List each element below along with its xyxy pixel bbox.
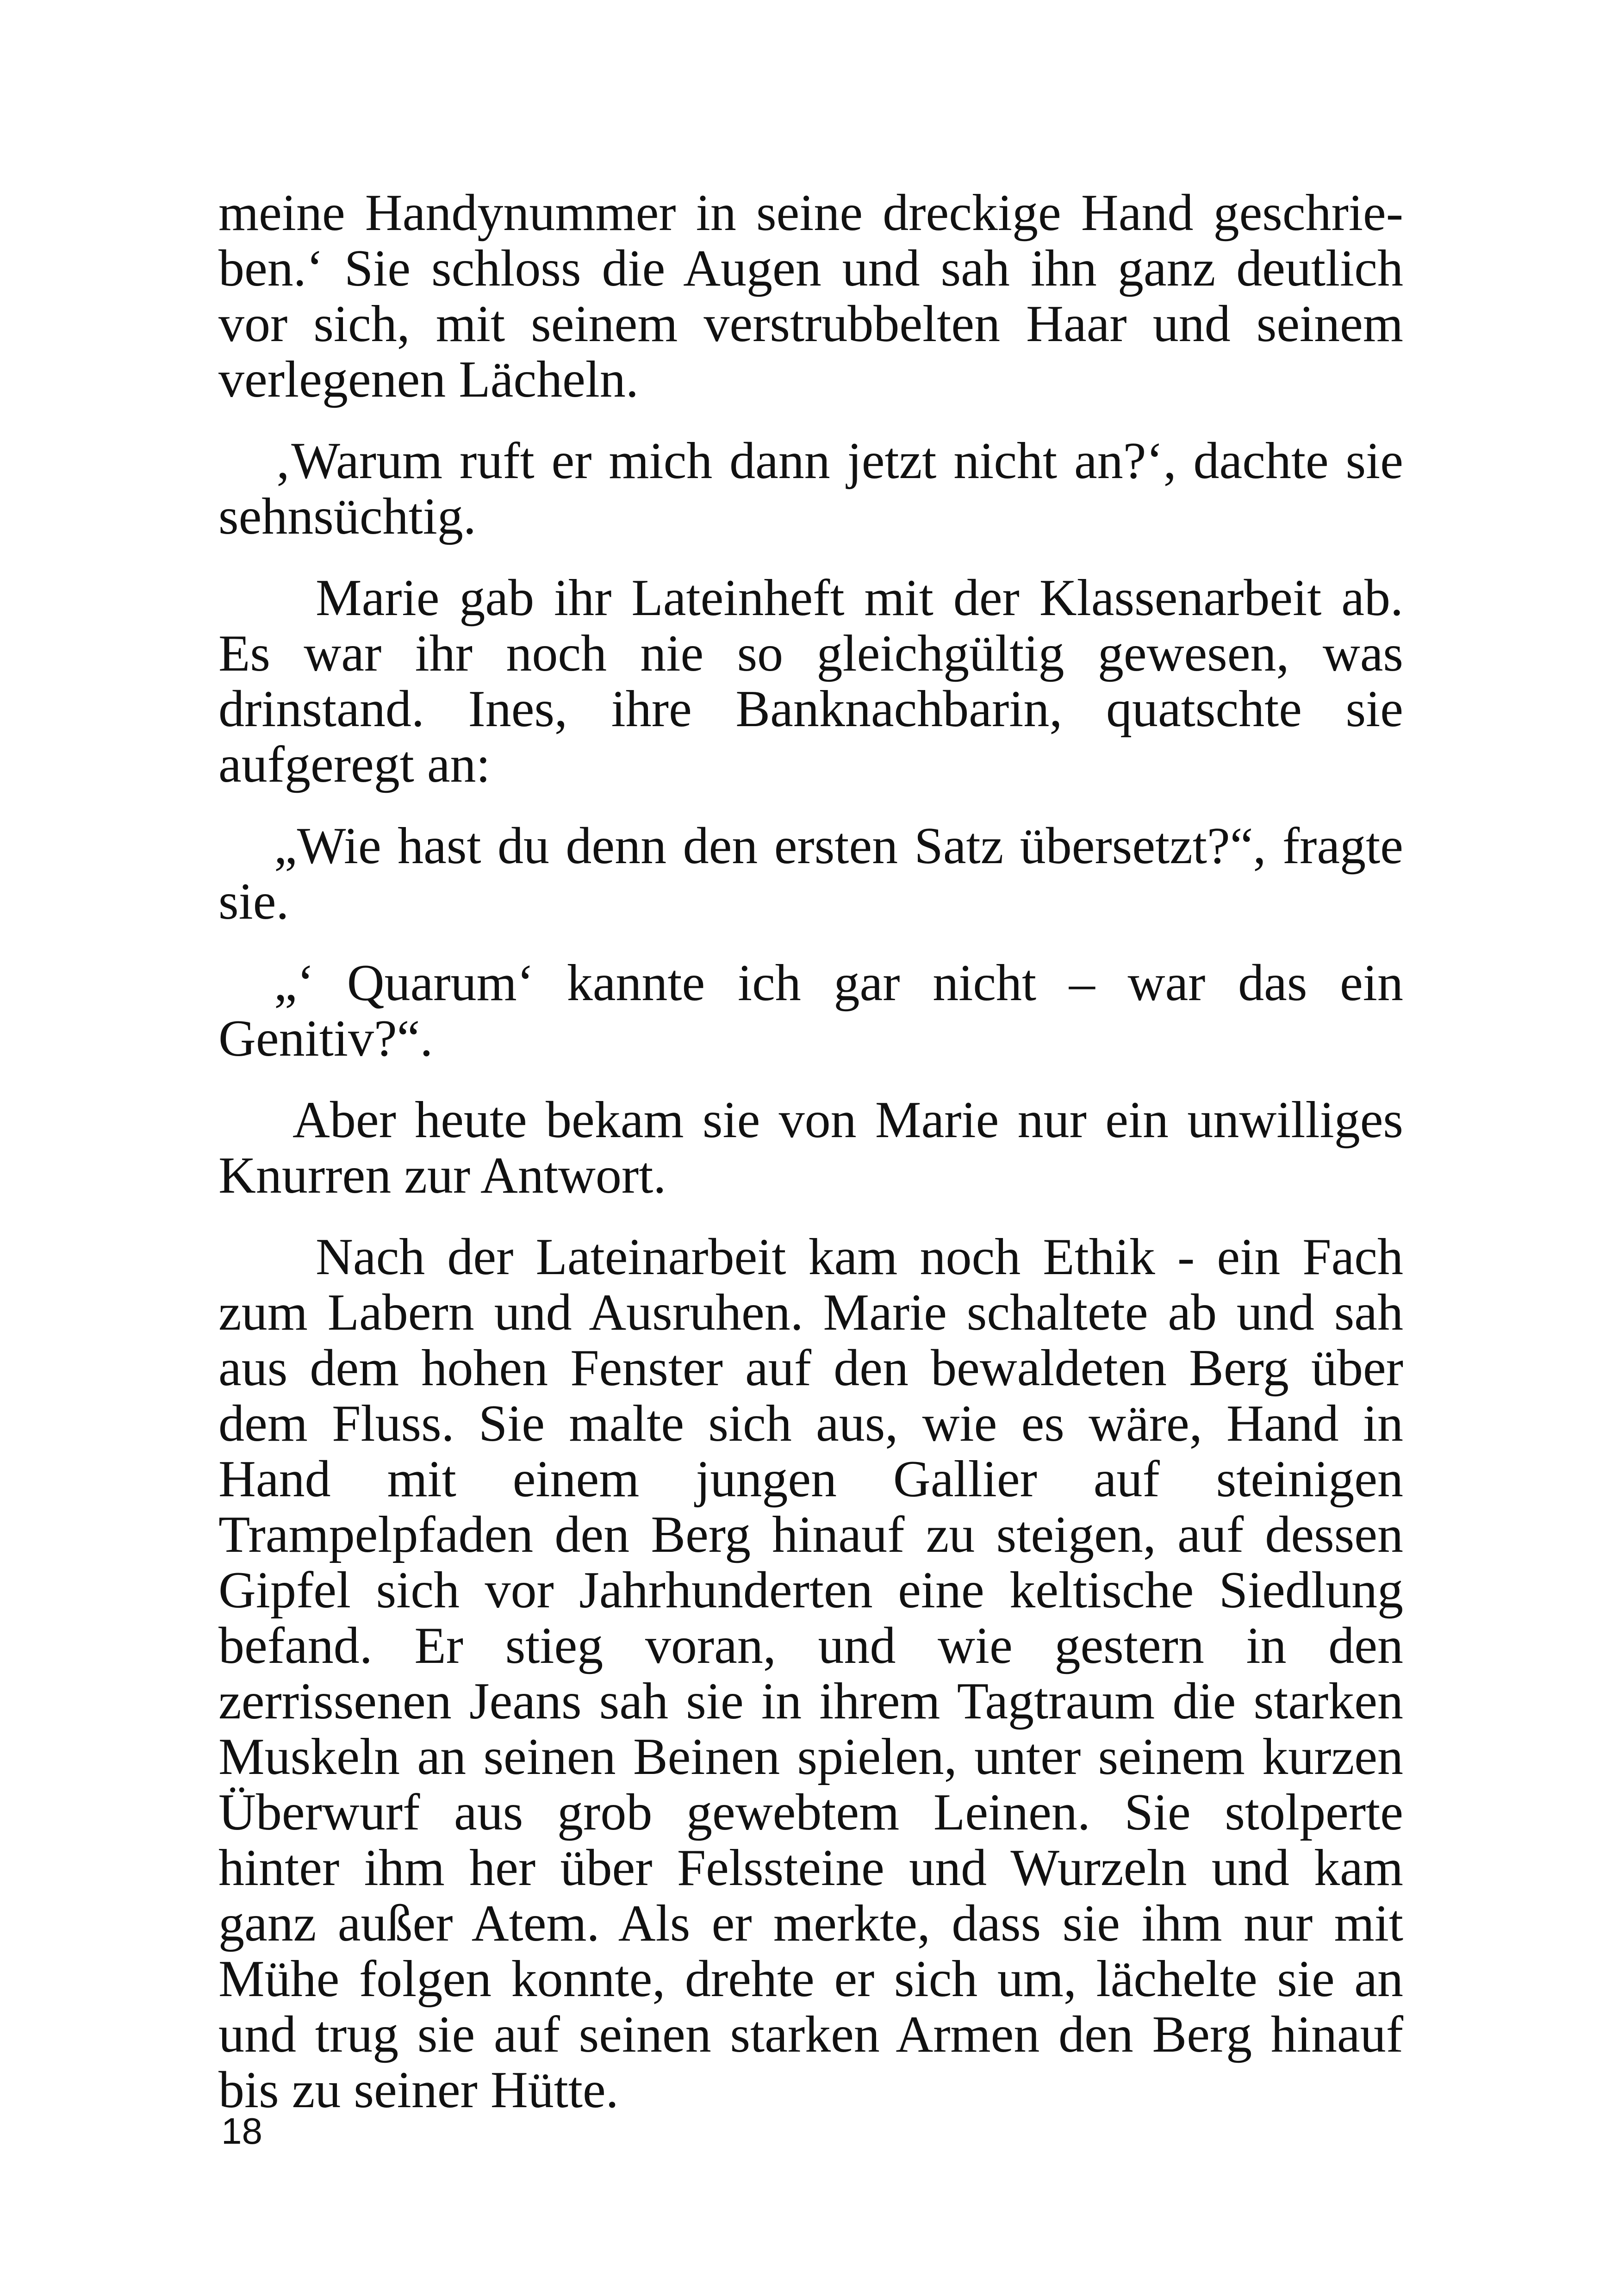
paragraph-1: meine Handynummer in seine dreckige Hand geschrieben.‘ Sie schloss die Augen und sah ihn ganz deutlich vor sich, mit seinem verstrubbelten Haar und seinem verlegenen Lächeln. xyxy=(218,184,1403,408)
paragraph-5: „‘ Quarum‘ kannte ich gar nicht – war das ein Genitiv?“. xyxy=(218,954,1403,1067)
paragraph-7: Nach der Lateinarbeit kam noch Ethik - ein Fach zum Labern und Ausruhen. Marie schaltete ab und sah aus dem hohen Fenster auf den bewaldeten Berg über dem Fluss. Sie malte sich aus, wie es wäre, Hand in Hand mit einem jungen Gallier auf steinigen Trampelpfaden den Berg hinauf zu steigen, auf dessen Gipfel sich vor Jahrhunderten eine keltische Siedlung befand. Er stieg voran, und wie gestern in den zerrissenen Jeans sah sie in ihrem Tagtraum die starken Muskeln an seinen Beinen spielen, unter seinem kurzen Überwurf aus grob gewebtem Leinen. Sie stolperte hinter ihm her über Felssteine und Wurzeln und kam ganz außer Atem. Als er merkte, dass sie ihm nur mit Mühe folgen konnte, drehte er sich um, lächelte sie an und trug sie auf seinen starken Armen den Berg hinauf bis zu seiner Hütte. xyxy=(218,1228,1403,2119)
page-number: 18 xyxy=(221,2110,262,2152)
paragraph-2: ‚Warum ruft er mich dann jetzt nicht an?‘, dachte sie sehnsüchtig. xyxy=(218,432,1403,545)
paragraph-3: Marie gab ihr Lateinheft mit der Klassenarbeit ab. Es war ihr noch nie so gleichgültig gewesen, was drinstand. Ines, ihre Banknachbarin, quatschte sie aufgeregt an: xyxy=(218,569,1403,793)
paragraph-4: „Wie hast du denn den ersten Satz übersetzt?“, fragte sie. xyxy=(218,817,1403,930)
book-page-text xyxy=(218,185,1403,2144)
paragraph-6: Aber heute bekam sie von Marie nur ein unwilliges Knurren zur Antwort. xyxy=(218,1091,1403,1204)
